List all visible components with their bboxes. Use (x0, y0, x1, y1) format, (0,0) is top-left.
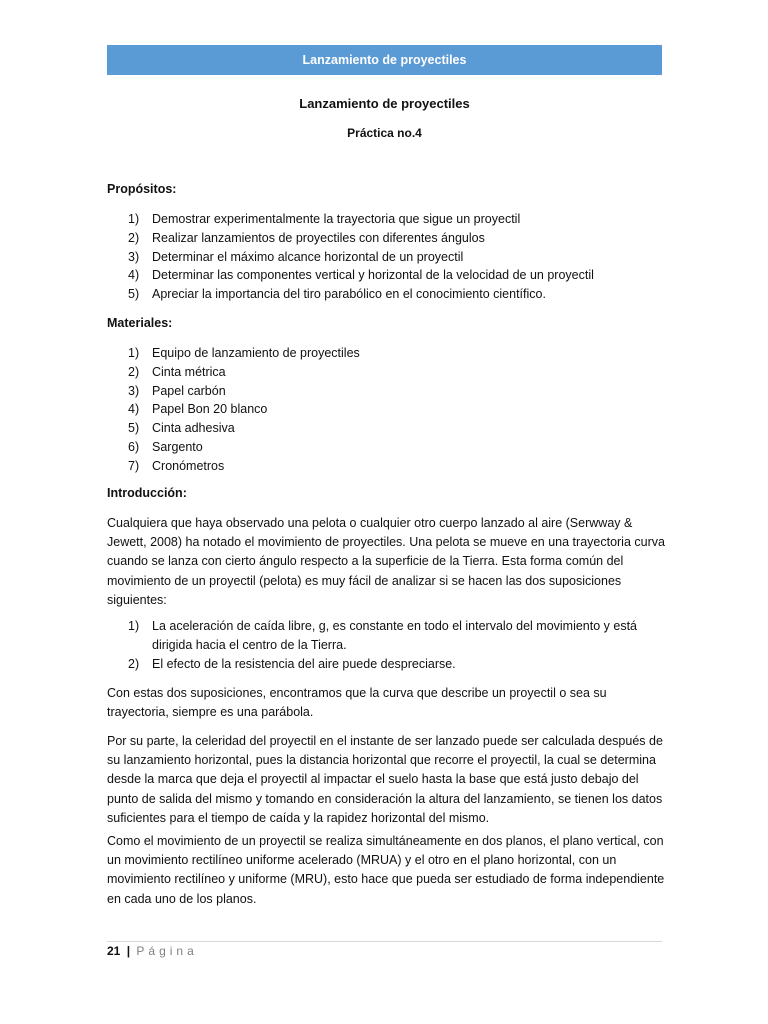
purposes-heading: Propósitos: (107, 182, 177, 196)
page-number: 21 (107, 944, 121, 958)
list-item: 4) Determinar las componentes vertical y horizontal de la velocidad de un proyectil (128, 268, 594, 283)
header-banner-text: Lanzamiento de proyectiles (302, 53, 467, 67)
introduction-heading: Introducción: (107, 486, 187, 500)
header-banner (107, 45, 662, 75)
page-footer (107, 944, 198, 958)
purposes-list (107, 210, 667, 304)
document-subtitle: Práctica no.4 (347, 126, 422, 140)
introduction-paragraph-1: Cualquiera que haya observado una pelota o cualquier otro cuerpo lanzado al aire (Serwway & Jewett, 2008) ha notado el movimiento de proyectiles. Una pelota se mueve en una trayectoria curva cuando se lanza con cierto ángulo respecto a la superficie de la Tierra. Esta forma común del movimiento de un proyectil (pelota) es muy fácil de analizar si se hacen las dos suposiciones siguientes: (107, 516, 665, 607)
list-item: 2) Realizar lanzamientos de proyectiles con diferentes ángulos (128, 230, 485, 245)
list-item: 4) Papel Bon 20 blanco (128, 402, 268, 417)
page-word: Página (136, 944, 198, 958)
materials-list (107, 344, 667, 476)
introduction-paragraph-3: Por su parte, la celeridad del proyectil en el instante de ser lanzado puede ser calculada después de su lanzamiento horizontal, pues la distancia horizontal que recorre el proyectil, la cual se determina desde la marca que deja el proyectil al impactar el suelo hasta la base que está justo debajo del punto de salida del mismo y tomando en consideración la altura del lanzamiento, se tienen los datos suficientes para el tiempo de caída y la rapidez horizontal del mismo. (107, 734, 663, 825)
list-item: 2) El efecto de la resistencia del aire puede despreciarse. (128, 657, 456, 671)
list-item: 2) Cinta métrica (128, 364, 226, 379)
introduction-paragraph-4: Como el movimiento de un proyectil se realiza simultáneamente en dos planos, el plano vertical, con un movimiento rectilíneo uniforme acelerado (MRUA) y el otro en el plano horizontal, con un movimiento rectilíneo y uniforme (MRU), esto hace que pueda ser estudiado de forma independiente en cada uno de los planos. (107, 834, 665, 906)
list-item: 7) Cronómetros (128, 458, 225, 473)
document-title: Lanzamiento de proyectiles (299, 96, 470, 111)
list-item: 3) Determinar el máximo alcance horizontal de un proyectil (128, 249, 464, 264)
list-item: 5) Cinta adhesiva (128, 421, 235, 436)
footer-divider (107, 941, 662, 942)
assumptions-list (107, 617, 665, 674)
list-item: 1) La aceleración de caída libre, g, es constante en todo el intervalo del movimiento y está dirigida hacia el centro de la Tierra. (128, 619, 638, 652)
list-item: 1) Demostrar experimentalmente la trayectoria que sigue un proyectil (128, 212, 521, 226)
list-item: 3) Papel carbón (128, 383, 226, 398)
list-item: 5) Apreciar la importancia del tiro parabólico en el conocimiento científico. (128, 287, 546, 302)
list-item: 6) Sargento (128, 439, 203, 454)
materials-heading: Materiales: (107, 316, 173, 330)
introduction-paragraph-2: Con estas dos suposiciones, encontramos que la curva que describe un proyectil o sea su trayectoria, siempre es una parábola. (107, 686, 607, 720)
footer-separator: | (126, 944, 131, 958)
list-item: 1) Equipo de lanzamiento de proyectiles (128, 346, 360, 360)
